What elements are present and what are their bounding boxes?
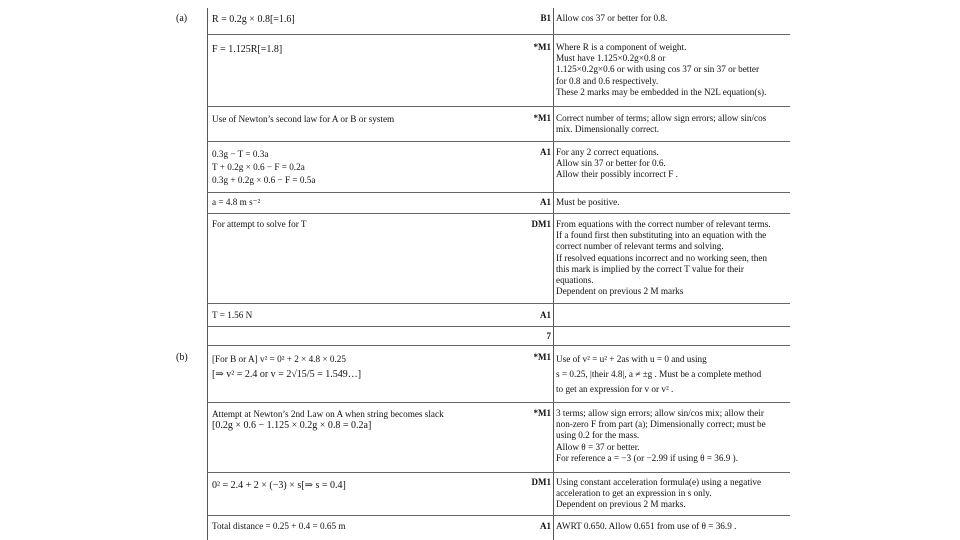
guidance-line: Must be positive. <box>556 197 620 207</box>
guidance-line: Dependent on previous 2 M marks <box>556 286 684 297</box>
row-divider <box>207 141 790 142</box>
mark-cell: B1 <box>540 13 551 23</box>
guidance-cell <box>556 352 788 397</box>
guidance-line: for 0.8 and 0.6 respectively. <box>556 75 659 86</box>
row-divider <box>207 192 790 193</box>
part-b-label: (b) <box>176 352 188 363</box>
row-divider <box>207 472 790 473</box>
guidance-line: Allow their possibly incorrect F . <box>556 169 678 180</box>
total-marks: 7 <box>546 331 551 341</box>
guidance-line: Dependent on previous 2 M marks. <box>556 499 686 510</box>
answer-line: 0.3g + 0.2g × 0.6 − F = 0.5a <box>212 175 316 185</box>
guidance-line: Correct number of terms; allow sign errors; allow sin/cos <box>556 113 767 123</box>
row-divider <box>207 34 790 35</box>
answer-line: Use of Newton’s second law for A or B or system <box>212 114 395 124</box>
guidance-line: 1.125×0.2g×0.6 or with using cos 37 or sin 37 or better <box>556 64 760 75</box>
guidance-cell <box>556 521 788 532</box>
answer-line: Total distance = 0.25 + 0.4 = 0.65 m <box>212 521 346 531</box>
answer-cell <box>212 12 517 28</box>
answer-cell <box>212 310 517 321</box>
row-divider <box>207 303 790 304</box>
mark-cell: DM1 <box>531 477 551 487</box>
answer-cell <box>212 114 517 125</box>
row-divider <box>207 345 790 346</box>
guidance-cell <box>556 13 788 24</box>
row-divider <box>207 402 790 403</box>
answer-cell <box>212 478 517 494</box>
guidance-cell <box>556 197 788 208</box>
guidance-line: Using constant acceleration formula(e) using a negative <box>556 477 762 487</box>
mark-cell: A1 <box>540 521 551 531</box>
guidance-line: equations. <box>556 275 594 286</box>
answer-cell <box>212 521 517 532</box>
guidance-line: acceleration to get an expression in s only. <box>556 488 712 499</box>
answer-cell <box>212 219 517 230</box>
guidance-line: mix. Dimensionally correct. <box>556 124 660 135</box>
column-rule-left <box>207 8 208 540</box>
answer-cell <box>212 42 517 58</box>
guidance-line: For reference a = −3 (or −2.99 if using θ = 36.9 ). <box>556 452 739 463</box>
answer-line: F = 1.125R[=1.8] <box>212 44 283 55</box>
mark-cell: *M1 <box>533 352 551 362</box>
guidance-line: If resolved equations incorrect and no working seen, then <box>556 252 767 263</box>
guidance-line: Use of v² = u² + 2as with u = 0 and using <box>556 354 707 364</box>
guidance-line: correct number of relevant terms and solving. <box>556 241 724 252</box>
mark-cell: *M1 <box>533 113 551 123</box>
mark-cell: A1 <box>540 310 551 320</box>
answer-line: 0² = 2.4 + 2 × (−3) × s[⇒ s = 0.4] <box>212 480 346 491</box>
row-divider <box>207 106 790 107</box>
guidance-line: this mark is implied by the correct T value for their <box>556 263 744 274</box>
answer-cell <box>212 197 517 208</box>
guidance-line: AWRT 0.650. Allow 0.651 from use of θ = 36.9 . <box>556 521 737 531</box>
mark-cell: *M1 <box>533 42 551 52</box>
guidance-line: Must have 1.125×0.2g×0.8 or <box>556 53 666 64</box>
guidance-line: Allow θ = 37 or better. <box>556 441 640 452</box>
mark-cell: A1 <box>540 197 551 207</box>
guidance-line: If a found first then substituting into an equation with the <box>556 230 767 241</box>
guidance-line: These 2 marks may be embedded in the N2L equation(s). <box>556 86 767 97</box>
guidance-cell <box>556 147 788 181</box>
guidance-cell <box>556 219 788 297</box>
answer-line: For attempt to solve for T <box>212 219 307 229</box>
answer-line: T + 0.2g × 0.6 − F = 0.2a <box>212 162 305 172</box>
answer-line: T = 1.56 N <box>212 310 253 320</box>
guidance-line: 3 terms; allow sign errors; allow sin/cos mix; allow their <box>556 408 764 418</box>
mark-cell: A1 <box>540 147 551 157</box>
guidance-line: non-zero F from part (a); Dimensionally correct; must be <box>556 419 766 430</box>
answer-line: Attempt at Newton’s 2nd Law on A when string becomes slack <box>212 409 444 419</box>
guidance-line: From equations with the correct number of relevant terms. <box>556 219 771 229</box>
answer-line: [⇒ v² = 2.4 or v = 2√15/5 = 1.549…] <box>212 369 362 380</box>
row-divider <box>207 326 790 327</box>
guidance-line: to get an expression for v or v² . <box>556 384 674 394</box>
mark-cell: DM1 <box>531 219 551 229</box>
column-rule-right <box>553 8 554 540</box>
guidance-cell <box>556 42 788 98</box>
guidance-line: For any 2 correct equations. <box>556 147 659 157</box>
row-divider <box>207 515 790 516</box>
guidance-cell <box>556 477 788 511</box>
row-divider <box>207 213 790 214</box>
answer-line: [For B or A] v² = 0² + 2 × 4.8 × 0.25 <box>212 354 346 364</box>
answer-cell <box>212 408 517 432</box>
guidance-cell <box>556 113 788 135</box>
guidance-line: Allow sin 37 or better for 0.6. <box>556 158 666 169</box>
answer-line: 0.3g − T = 0.3a <box>212 149 269 159</box>
guidance-line: Where R is a component of weight. <box>556 42 687 52</box>
guidance-cell <box>556 408 788 464</box>
answer-line: [0.2g × 0.6 − 1.125 × 0.2g × 0.8 = 0.2a] <box>212 420 372 431</box>
mark-cell: *M1 <box>533 408 551 418</box>
guidance-line: s = 0.25, |their 4.8|, a ≠ ±g . Must be a complete method <box>556 369 762 379</box>
answer-line: R = 0.2g × 0.8[=1.6] <box>212 14 295 25</box>
answer-line: a = 4.8 m s⁻² <box>212 197 261 207</box>
answer-cell <box>212 148 517 187</box>
guidance-line: Allow cos 37 or better for 0.8. <box>556 13 668 23</box>
part-a-label: (a) <box>176 13 188 24</box>
guidance-line: using 0.2 for the mass. <box>556 430 640 441</box>
answer-cell <box>212 352 517 382</box>
